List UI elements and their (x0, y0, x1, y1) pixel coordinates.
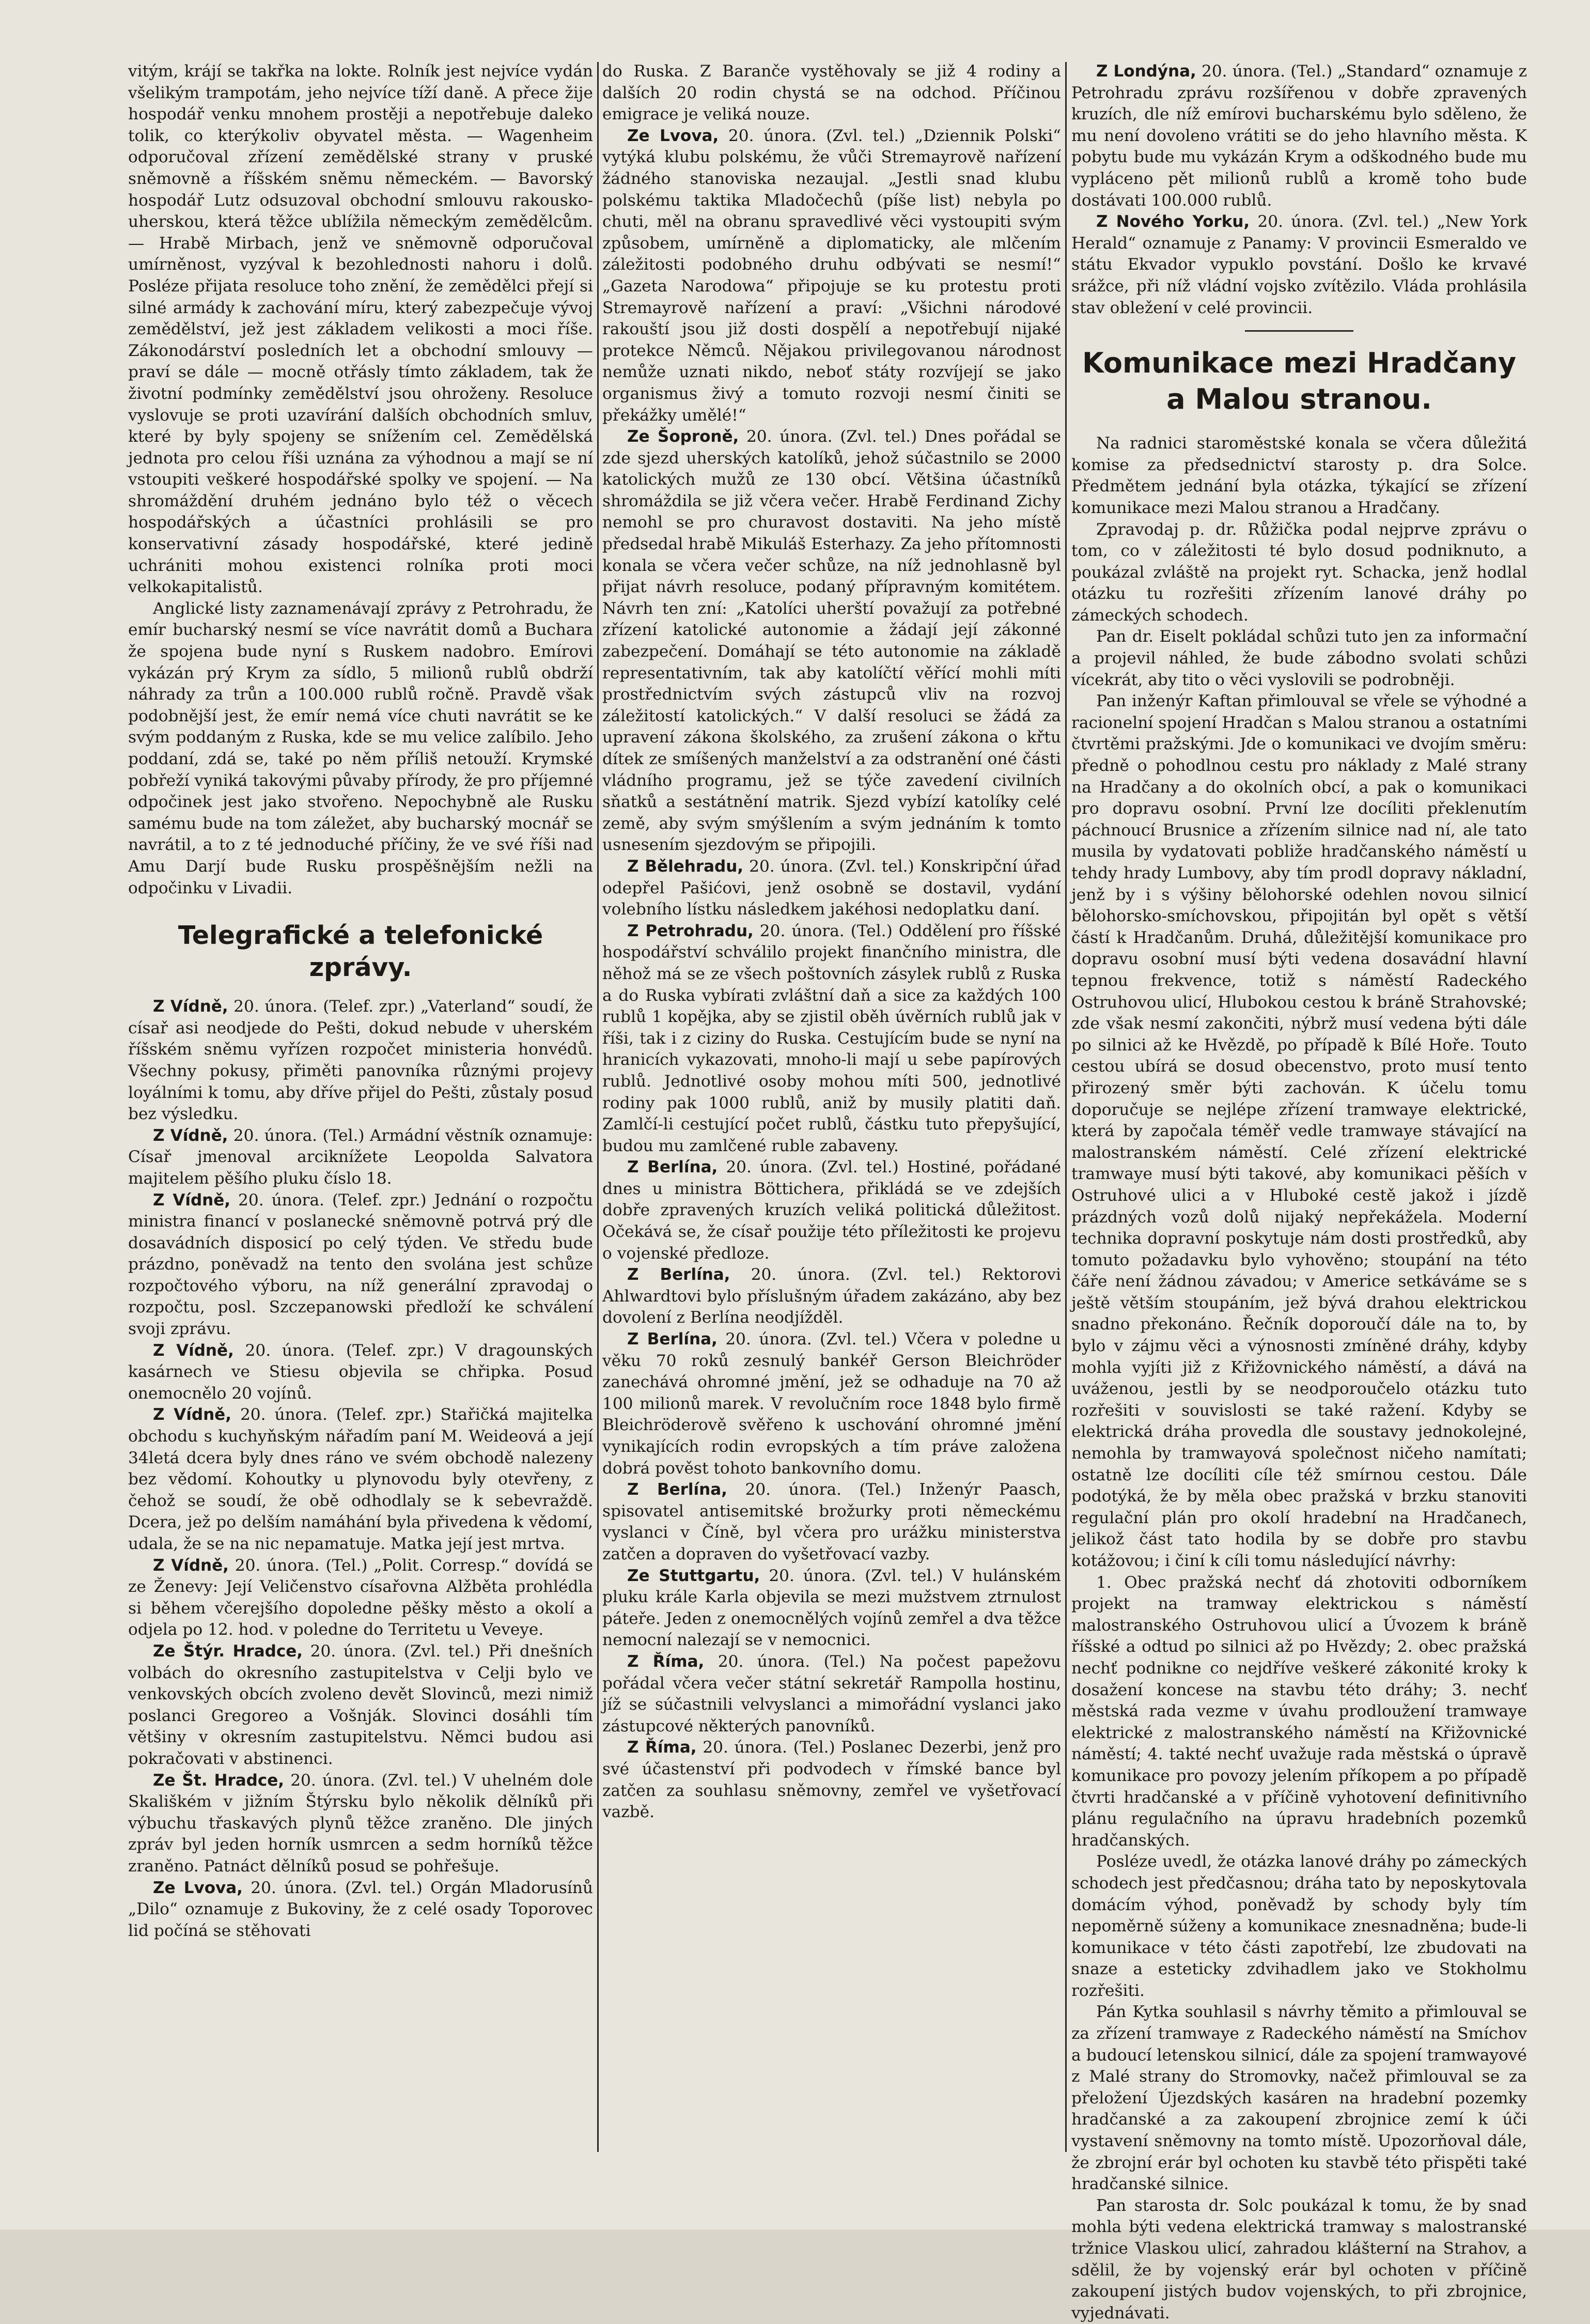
news-location: Z Vídně, (153, 997, 228, 1016)
news-location: Z Nového Yorku, (1096, 212, 1250, 231)
article-paragraph: Anglické listy zaznamenávají zprávy z Petrohradu, že emír bucharský nesmí se více navrátit domů a Buchara že spojena bude nyní s Ruskem nadobro. Emírovi vykázán prý Krym za sídlo, 5 milionů rublů obdrží náhrady za trůn a 100.000 rublů ročně. Pravdě však podobnější jest, že emír nemá více chuti navrátit se ke svým poddaným z Ruska, kde se mu velice zalíbilo. Jeho poddaní, zdá se, také po něm příliš netouží. Krymské pobřeží vyniká takovými půvaby přírody, že pro příjemné odpočinek jest jako stvořeno. Nepochybně ale Rusku samému bude na tom záležet, aby bucharský mocnář se navrátil, a to z té jednoduché příčiny, že ve své říši nad Amu Darjí bude Rusku prospěšnějším nežli na odpočinku v Livadii. (128, 599, 593, 897)
news-text: 20. února. (Zvl. tel.) Dnes pořádal se zde sjezd uherských katolíků, jehož súčastnilo se 2000 katolických mužů ze 130 obcí. Většina účastníků shromáždila se již včera večer. Hrabě Ferdinand Zichy nemohl se pro churavost dostaviti. Na jeho místě předsedal hrabě Mikuláš Esterhazy. Za jeho přítomnosti konala se včera večer schůze, na níž jednohlasně byl přijat návrh resoluce, podaný přípravným komitétem. Návrh ten zní: „Katolíci uherští považují za potřebné zřízení katolické autonomie a žádají její zákonné zabezpečení. Domáhají se této autonomie na základě representativním, tak aby katolíčtí věřící mohli míti prostřednictvím svých zástupců vliv na rozvoj záležitostí katolických.“ V další resoluci se žádá za upravení zákona školského, za zrušení zákona o křtu dítek ze smíšených manželství a za odstranění oné části vládního programu, jež se týče zavedení civilních sňatků a sestátnění matrik. Sjezd vybízí katolíky celé země, aby svým smýšlením a svým jednáním k tomto usnesením sjezdovým se připojili. (602, 427, 1061, 855)
column-1 (128, 61, 593, 2152)
news-location: Z Říma, (627, 1652, 705, 1671)
news-location: Z Vídně, (153, 1405, 231, 1424)
news-text: 20. února. (Zvl. tel.) „Dziennik Polski“ vytýká klubu polskému, že vůči Stremayrově nařízení žádného stanoviska nezaujal. „Jestli snad klubu polskému taktika Mladočechů (píše list) nebyla po chuti, měl na obranu spravedlivé věci vystoupiti svým způsobem, umírněně a diplomaticky, ale mlčením záležitosti podobného druhu odbývati se nesmí!“ „Gazeta Narodowa“ připojuje se ku protestu proti Stremayrově nařízení a praví: „Všichni národové rakouští jsou již dosti dospělí a nepotřebují nijaké protekce Němců. Nějakou privilegovanou národnost nemůže uznati nikdo, neboť státy rozvíjejí se jako organismus živý a tomuto rozvoji nesmí činiti se překážky umělé!“ (602, 126, 1061, 425)
news-text: 20. února. (Zvl. tel.) V uhelném dole Skališkém v jižním Štýrsku bylo několik dělníků při výbuchu třaskavých plynů těžce zraněno. Dle jiných zpráv byl jeden horník usmrcen a sedm horníků těžce zraněno. Patnáct dělníků posud se pohřešuje. (128, 1771, 593, 1876)
news-text: 20. února. (Zvl. tel.) „New York Herald“ oznamuje z Panamy: V provincii Esmeraldo ve státu Ekvador vypuklo povstání. Došlo ke krvavé srážce, při níž vládní vojsko zvítězilo. Vláda prohlásila stav obležení v celé provincii. (1071, 212, 1527, 317)
news-text: 20. února. (Zvl. tel.) Rektorovi Ahlwardtovi bylo příslušným úřadem zakázáno, aby bez dovolení z Berlína neodjížděl. (602, 1265, 1061, 1327)
news-text: 20. února. (Telef. zpr.) „Vaterland“ soudí, že císař asi neodjede do Pešti, dokud nebude v uherském říšském sněmu vyřízen rozpočet ministeria honvédů. Všechny pokusy, přiměti panovníka různými projevy loyálními k tomu, aby dříve přijel do Pešti, zůstaly posud bez výsledku. (128, 997, 594, 1124)
news-text: 20. února. (Tel.) Armádní věstník oznamuje: Císař jmenoval arciknížete Leopolda Salvatora majitelem pěšího pluku číslo 18. (128, 1126, 593, 1188)
news-text: 20. února. (Tel.) „Standard“ oznamuje z Petrohradu zprávu rozšířenou v dobře zpravených kruzích, dle níž emírovi bucharskému bylo sděleno, že mu není dovoleno vrátiti se do jeho hlavního města. K pobytu bude mu vykázán Krym a odškodného bude mu vypláceno pět milionů rublů a kromě toho bude dostávati 100.000 rublů. (1071, 62, 1527, 210)
news-item (602, 426, 1061, 856)
news-location: Z Vídně, (153, 1556, 229, 1575)
news-location: Z Berlína, (627, 1330, 718, 1349)
news-location: Ze Šoproně, (627, 427, 739, 446)
news-text: 20. února. (Zvl. tel.) Včera v poledne u věku 70 roků zesnulý bankéř Gerson Bleichröder zanechává ohromné jmění, jež se odhaduje na 70 až 100 milionů marek. V revolučním roce 1848 bylo firmě Bleichröderově svěřeno k uschování ohromné jmění vynikajících rodin evropských a tím práve založena dobrá pověst tohoto bankovního domu. (602, 1330, 1061, 1478)
news-location: Z Říma, (627, 1738, 697, 1757)
article-heading-komunikace: Komunikace mezi Hradčany a Malou stranou. (1082, 347, 1517, 416)
news-text: 20. února. (Tel.) Inženýr Paasch, spisovatel antisemitské brožurky proti německému vyslanci v Číně, byl včera pro urážku ministerstva zatčen a dopraven do vyšetřovací vazby. (602, 1480, 1061, 1563)
news-location: Ze Stuttgartu, (627, 1566, 760, 1585)
news-item (602, 1651, 1061, 1737)
news-item (602, 1479, 1061, 1565)
article-paragraph: Zpravodaj p. dr. Růžička podal nejprve zprávu o tom, co v záležitosti té bylo dosud podniknuto, a poukázal zvláště na projekt ryt. Schacka, jenž hodlal otázku tu rozřešiti zřízením lanové dráhy po zámeckých schodech. (1071, 520, 1527, 625)
news-text: 20. února. (Tel.) Poslanec Dezerbi, jenž pro své účastenství při podvodech v římské bance byl zatčen za souhlasu sněmovny, zemřel ve vyšetřovací vazbě. (602, 1738, 1061, 1822)
news-text: 20. února. (Zvl. tel.) Konskripční úřad odepřel Pašićovi, jenž osobně se dostavil, vydání volebního lístku následkem jakéhosi nedoplatku daní. (602, 857, 1061, 919)
article-paragraph: Posléze uvedl, že otázka lanové dráhy po zámeckých schodech jest předčasnou; dráha tato by neposkytovala domácím výhod, poněvadž by schody byly tím nepoměrně súženy a komunikace znesnadněna; bude-li komunikace v této části zapotřebí, lze zbudovati na snaze a esteticky zdvihadlem jako ve Stokholmu rozřešiti. (1071, 1852, 1527, 2000)
article-paragraph: vitým, krájí se takřka na lokte. Rolník jest nejvíce vydán všelikým trampotám, jeho nejvíce tíží daně. A přece žije hospodář venku mnohem prostěji a nepotřebuje daleko tolik, co kterýkoliv obyvatel města. — Wagenheim odporučoval zřízení zemědělské strany v pruské sněmovně a říšském sněmu německém. — Bavorský hospodář Lutz odsuzoval obchodní smlouvu rakousko-uherskou, která těžce ublížila německým zemědělcům. — Hrabě Mirbach, jenž ve sněmovně odporučoval umírněnost, vyzýval k bezohlednosti nahoru i dolů. Posléze přijata resoluce toho znění, že zemědělci přejí si silné armády k zachování míru, který zabezpečuje vývoj zemědělství, jež jest základem velikosti a moci říše. Zákonodárství posledních let a obchodní smlouvy — praví se dále — mocně otřásly tímto základem, tak že životní podmínky zemědělství jsou ohroženy. Resoluce vyslovuje se proti uzavírání dalších obchodních smluv, které by byly spojeny se snížením cel. Zemědělská jednota pro celou říši uznána za výhodnou a mají se ní vstoupiti veškeré hospodářské spolky ve spojení. — Na shromáždění druhém jednáno bylo též o věcech hospodářských a účastníci prohlásili se pro konservativní zásady hospodářské, které jedině uchrániti mohou existenci rolníka proti moci velkokapitalistů. (128, 62, 593, 597)
column-rule-left (597, 62, 599, 2152)
news-location: Z Londýna, (1096, 62, 1196, 81)
news-location: Ze Štýr. Hradce, (153, 1641, 303, 1661)
news-item (602, 856, 1061, 921)
news-item (128, 1878, 593, 1942)
news-text: 20. února. (Zvl. tel.) Hostiné, pořádané dnes u ministra Böttichera, přikládá se ve zdejších dobře zpravených kruzích veliká politická důležitost. Očekává se, že císař použije této příležitosti ke projevu o vojenské předloze. (602, 1158, 1061, 1263)
news-location: Z Berlína, (627, 1480, 727, 1499)
news-text: 20. února. (Zvl. tel.) V hulánském pluku krále Karla objevila se mezi mužstvem ztrnulost páteře. Jeden z onemocnělých vojínů zemřel a dva těžce nemocní nalezají se v nemocnici. (602, 1566, 1061, 1650)
news-item (602, 1737, 1061, 1823)
news-item (602, 1264, 1061, 1329)
article-paragraph: Pan starosta dr. Solc poukázal k tomu, že by snad mohla býti vedena elektrická tramway s malostranské tržnice Vlaskou ulicí, zahradou klášterní na Strahov, a sdělil, že by vojenský erár byl ochoten v příčině zakoupení jistých budov vojenských, to při zbrojnice, vyjednávati. (1071, 2196, 1527, 2322)
news-item (128, 1555, 593, 1641)
news-item (128, 1125, 593, 1190)
news-item (602, 126, 1061, 426)
article-paragraph: Na radnici staroměstské konala se včera důležitá komise za předsednictví starosty p. dra Solce. Předmětem jednání byla otázka, týkající se zřízení komunikace mezi Malou stranou a Hradčany. (1071, 434, 1527, 517)
news-location: Z Bělehradu, (627, 857, 744, 876)
news-item (1071, 61, 1527, 211)
news-item (128, 1190, 593, 1340)
news-text: 20. února. (Telef. zpr.) Jednání o rozpočtu ministra financí v poslanecké sněmovně potrvá prý dle dosavádních disposicí po celý týden. Ve středu bude prázdno, poněvadž na tento den svolána jest schůze rozpočtového výboru, na níž generální zpravodaj o rozpočtu, posl. Szczepanowski předloží ke schválení svoji zprávu. (128, 1190, 594, 1339)
news-item (602, 1329, 1061, 1479)
news-item (602, 1566, 1061, 1651)
article-paragraph: 1. Obec pražská nechť dá zhotoviti odborníkem projekt na tramway elektrickou s náměstí malostranského Ostruhovou ulicí a Úvozem k bráně říšské a odtud po silnici až po Hvězdy; 2. obec pražská nechť podnikne co nejdříve veškeré zákonité kroky k dosažení koncese na stavbu této dráhy; 3. nechť městská rada vezme v úvahu prodloužení tramwaye elektrické z malostranského náměstí na Křižovnické náměstí; 4. takté nechť uvažuje rada městská o úpravě komunikace pro povozy jelením příkopem a po případě čtvrti hradčanské a v příčině vyhotovení definitivního plánu regulačního na úpravu hradebních pozemků hradčanských. (1071, 1573, 1527, 1850)
news-item (128, 1641, 593, 1770)
news-item (128, 1340, 593, 1405)
news-location: Z Berlína, (627, 1265, 730, 1284)
column-2 (602, 61, 1061, 2152)
news-item (1071, 211, 1527, 319)
news-item (128, 1770, 593, 1878)
section-heading-telegraph: Telegrafické a telefonické zprávy. (178, 921, 543, 983)
news-location: Ze Lvova, (627, 126, 719, 145)
news-text: 20. února. (Zvl. tel.) Při dnešních volbách do okresního zastupitelstva v Celji bylo ve venkovských obcích zvoleno devět Slovinců, mezi nimiž poslanci Gregoreo a Vošnják. Slovinci dosáhli tím většiny v okresním zastupitelstvu. Němci budou asi pokračovati v abstinenci. (128, 1641, 593, 1768)
news-location: Ze Št. Hradce, (153, 1771, 285, 1790)
news-text: 20. února. (Zvl. tel.) Orgán Mladorusínů „Dilo“ oznamuje z Bukoviny, že z celé osady Toporovec lid počíná se stěhovati (128, 1878, 593, 1940)
news-location: Z Petrohradu, (627, 921, 754, 940)
news-text: 20. února. (Tel.) „Polit. Corresp.“ dovídá se ze Ženevy: Její Veličenstvo císařovna Alžběta prohlédla si během včerejšího dopoledne pěšky město a okolí a odjela po 12. hod. v poledne do Territetu u Veveye. (128, 1556, 593, 1639)
article-paragraph: do Ruska. Z Baranče vystěhovaly se již 4 rodiny a dalších 20 rodin chystá se na odchod. Příčinou emigrace je veliká nouze. (602, 62, 1061, 124)
column-rule-right (1065, 62, 1067, 2152)
news-text: 20. února. (Telef. zpr.) V dragounských kasárnech ve Stiesu objevila se chřipka. Posud onemocnělo 20 vojínů. (128, 1341, 593, 1403)
article-paragraph: Pán Kytka souhlasil s návrhy těmito a přimlouval se za zřízení tramwaye z Radeckého náměstí na Smíchov a budoucí letenskou silnicí, dále za spojení tramwayové z Malé strany do Stromovky, načež přimlouval se za přeložení Újezdských kasáren na hradební pozemky hradčanské a za zakoupení zbrojnice zemí k úči vystavení sněmovny na tomto místě. Upozorňoval dále, že zbrojní erár byl ochoten ku stavbě této přispěti také hradčanské silnice. (1071, 2003, 1527, 2194)
news-location: Z Berlína, (627, 1158, 718, 1177)
news-location: Z Vídně, (153, 1341, 234, 1360)
section-divider (1245, 330, 1353, 332)
article-paragraph: Pan inženýr Kaftan přimlouval se vřele se výhodné a racionelní spojení Hradčan s Malou stranou a ostatními čtvrtěmi pražskými. Jde o komunikaci ve dvojím směru: předně o pohodlnou cestu pro náklady z Malé strany na Hradčany a do okolních obcí, a pak o komunikaci pro dopravu osobní. První lze docíliti překlenutím páchnoucí Brusnice a zřízením silnice nad ní, ale tato musila by vydatovati pobliže hradčanského náměstí u tehdy hrady Lumbovy, aby tím prodl dopravy nákladní, jenž by i s výšiny bělohorské odehlen novou silnicí bělohorsko-smíchovskou, připojitán byl opět s větší částí k Hradčanům. Druhá, důležitější komunikace pro dopravu osobní musí býti vedena dosavádní hlavní tepnou frekvence, totiž s náměstí Radeckého Ostruhovou ulicí, Hlubokou cestou k bráně Strahovské; zde však nesmí zakončiti, nýbrž musí vedena býti dále po silnici až ke Hvězdě, po případě k Bílé Hoře. Touto cestou ubírá se dosud obecenstvo, proto musí tento přirozený směr býti zachován. K účelu tomu doporučuje se nejlépe zřízení tramwaye elektrické, která by započala téměř vedle tramwaye stávající na malostranském náměstí. Celé zřízení elektrické tramwaye musí býti takové, aby komunikaci pěších v Ostruhové ulici a v Hluboké cestě jakož i jízdě prázdných vozů dolů nijaký nepřekážela. Moderní technika dopravní poskytuje nám dosti prostředků, aby tomuto požadavku bylo vyhověno; stoupání na této čáře není žádnou závadou; v Americe setkáváme se s ještě větším stoupáním, jež bývá drahou elektrickou snadno překonáno. Řečník doporoučí dále na to, by bylo v zájmu věci a výnosnosti zmíněné dráhy, kdyby mohla vyjíti již z Křižovnického náměstí, a dává na uváženou, jestli by se neodporoučelo otázku tuto rozřešiti v souvislosti se také ražení. Kdyby se elektrická dráha provedla dle soustavy jednokolejné, nemohla by tramwayová společnost ničeho namítati; ostatně lze docíliti cíle též smírnou cestou. Dále podotýká, že by měla obec pražská v brzku stanoviti regulační plán pro okolí hradební na Hradčanech, jelikož část tato hodila by se dobře pro stavbu kotážovou; i činí k cíli tomu následující návrhy: (1071, 692, 1527, 1570)
news-text: 20. února. (Tel.) Oddělení pro říšské hospodářství schválilo projekt finančního ministra, dle něhož má se ze všech poštovních zásylek rublů z Ruska a do Ruska vybírati zvláštní daň a sice za každých 100 rublů 1 kopějka, aby se zjistil oběh úvěrních rublů jak v říši, tak i z ciziny do Ruska. Cestujícím bude se nyní na hranicích vykazovati, mnoho-li mají u sebe papírových rublů. Jednotlivé osoby mohou míti 500, jednotlivé rodiny pak 1000 rublů, aniž by musily platiti daň. Zamlčí-li cestující počet rublů, částku tuto přepyšující, budou mu zamlčené ruble zabaveny. (602, 921, 1061, 1155)
news-item (602, 921, 1061, 1157)
column-3 (1071, 61, 1527, 2322)
news-location: Ze Lvova, (153, 1878, 243, 1897)
news-item (128, 1404, 593, 1555)
news-location: Z Vídně, (153, 1126, 228, 1145)
article-paragraph: Pan dr. Eiselt pokládal schůzi tuto jen za informační a projevil náhled, že bude zábodno svolati schůzi vícekrát, aby tito o věci vyslovili se podrobněji. (1071, 627, 1527, 689)
news-text: 20. února. (Tel.) Na počest papežovu pořádal včera večer státní sekretář Rampolla hostinu, jíž se súčastnili velvyslanci a mimořádní vyslanci jako zástupcové některých panovníků. (602, 1652, 1062, 1736)
news-item (602, 1157, 1061, 1264)
news-text: 20. února. (Telef. zpr.) Stařičká majitelka obchodu s kuchyňským nářadím paní M. Weideová a její 34letá dcera byly dnes ráno ve svém obchodě nalezeny bez vědomí. Kohoutky u plynovodu byly otevřeny, z čehož se soudí, že obě odhodlaly se k sebevraždě. Dcera, jež po delším namáhání byla přivedena k vědomí, udala, že se na nic nepamatuje. Matka její jest mrtva. (128, 1405, 593, 1553)
news-item (128, 996, 593, 1125)
news-location: Z Vídně, (153, 1190, 231, 1210)
